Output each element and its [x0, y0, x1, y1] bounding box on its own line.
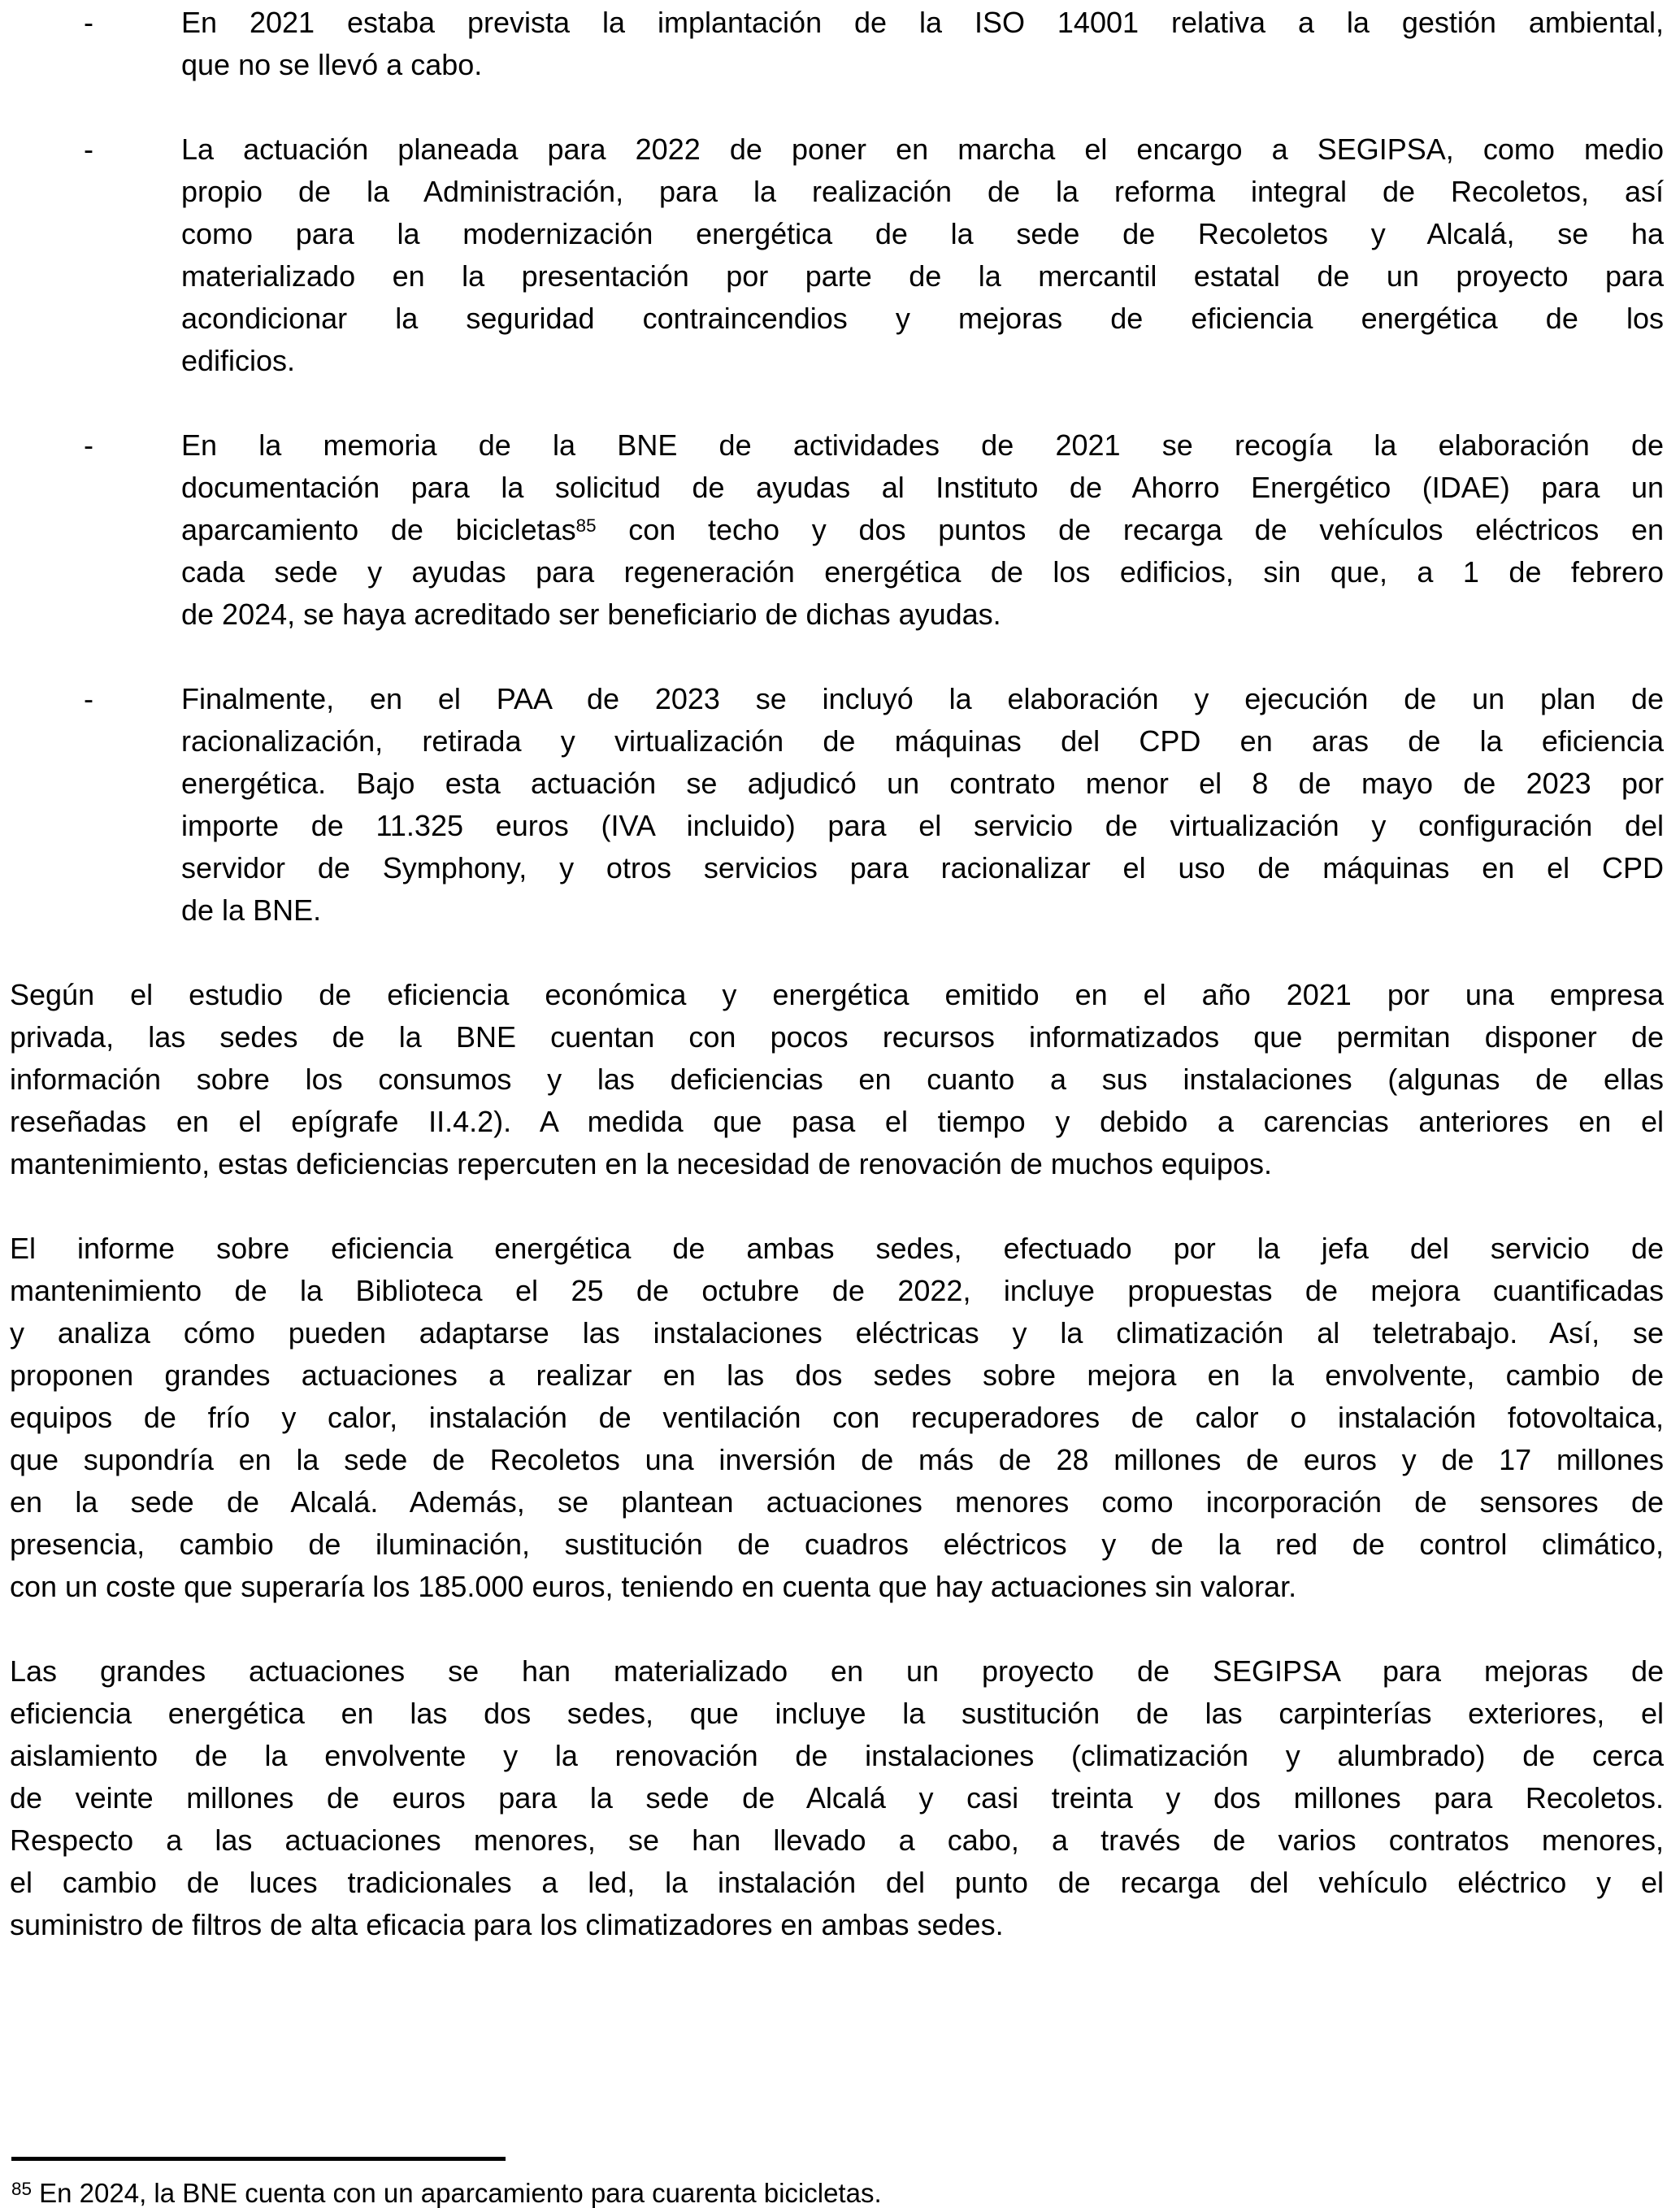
- text-line: que supondría en la sede de Recoletos una inversión de más de 28 millones de euros y de 17 millones: [10, 1443, 1664, 1476]
- text-line: documentación para la solicitud de ayudas al Instituto de Ahorro Energético (IDAE) para un: [181, 471, 1664, 504]
- text-line: con un coste que superaría los 185.000 euros, teniendo en cuenta que hay actuaciones sin valorar.: [10, 1570, 1297, 1603]
- text-line: En la memoria de la BNE de actividades de 2021 se recogía la elaboración de: [181, 428, 1664, 462]
- text-line: Las grandes actuaciones se han materializado en un proyecto de SEGIPSA para mejoras de: [10, 1654, 1664, 1688]
- footnote-text: En 2024, la BNE cuenta con un aparcamiento para cuarenta bicicletas.: [39, 2178, 882, 2208]
- text-line: mantenimiento, estas deficiencias repercuten en la necesidad de renovación de muchos equipos.: [10, 1147, 1272, 1180]
- bullet-item: [10, 424, 1664, 636]
- text-line: proponen grandes actuaciones a realizar en las dos sedes sobre mejora en la envolvente, cambio de: [10, 1358, 1664, 1392]
- text-line: privada, las sedes de la BNE cuentan con pocos recursos informatizados que permitan disponer de: [10, 1020, 1664, 1054]
- text-line: propio de la Administración, para la realización de la reforma integral de Recoletos, así: [181, 175, 1664, 208]
- bullet-item: [10, 2, 1664, 86]
- text-line: de veinte millones de euros para la sede de Alcalá y casi treinta y dos millones para Recoletos.: [10, 1781, 1664, 1815]
- text-line: Finalmente, en el PAA de 2023 se incluyó la elaboración y ejecución de un plan de: [181, 682, 1664, 715]
- text-line: y analiza cómo pueden adaptarse las instalaciones eléctricas y la climatización al teletrabajo. Así, se: [10, 1316, 1664, 1350]
- bullet-item: [10, 128, 1664, 382]
- text-line: suministro de filtros de alta eficacia para los climatizadores en ambas sedes.: [10, 1908, 1004, 1941]
- bullet-dash-marker: -: [84, 682, 93, 715]
- text-line: La actuación planeada para 2022 de poner en marcha el encargo a SEGIPSA, como medio: [181, 133, 1664, 166]
- paragraph: [10, 974, 1664, 1185]
- footnote: [11, 2177, 1664, 2208]
- text-line: Según el estudio de eficiencia económica y energética emitido en el año 2021 por una empresa: [10, 978, 1664, 1011]
- paragraph: [10, 1650, 1664, 1946]
- bullet-dash-marker: -: [84, 133, 93, 166]
- text-line: eficiencia energética en las dos sedes, que incluye la sustitución de las carpinterías exteriores, el: [10, 1697, 1664, 1730]
- text-line: de la BNE.: [181, 893, 322, 927]
- bullet-text: [181, 128, 1664, 382]
- text-line: Respecto a las actuaciones menores, se han llevado a cabo, a través de varios contratos menores,: [10, 1823, 1664, 1857]
- bullet-dash-marker: -: [84, 428, 93, 462]
- bullet-text: [181, 678, 1664, 932]
- text-line: equipos de frío y calor, instalación de ventilación con recuperadores de calor o instalación fotovoltaica,: [10, 1401, 1664, 1434]
- text-line: acondicionar la seguridad contraincendios y mejoras de eficiencia energética de los: [181, 302, 1664, 335]
- text-line: mantenimiento de la Biblioteca el 25 de octubre de 2022, incluye propuestas de mejora cuantificadas: [10, 1274, 1664, 1307]
- bullet-dash-marker: -: [84, 6, 93, 39]
- document-body: [10, 2, 1664, 1946]
- superscript-footnote-ref: 85: [575, 515, 597, 536]
- text-line: energética. Bajo esta actuación se adjudicó un contrato menor el 8 de mayo de 2023 por: [181, 767, 1664, 800]
- bullet-text: [181, 2, 1664, 86]
- bullet-text: [181, 424, 1664, 636]
- text-line: información sobre los consumos y las deficiencias en cuanto a sus instalaciones (algunas de ellas: [10, 1063, 1664, 1096]
- text-line: cada sede y ayudas para regeneración energética de los edificios, sin que, a 1 de febrero: [181, 555, 1664, 589]
- text-line: edificios.: [181, 344, 296, 377]
- text-line: el cambio de luces tradicionales a led, la instalación del punto de recarga del vehículo eléctrico y el: [10, 1866, 1664, 1899]
- text-line: racionalización, retirada y virtualización de máquinas del CPD en aras de la eficiencia: [181, 724, 1664, 758]
- text-line: presencia, cambio de iluminación, sustitución de cuadros eléctricos y de la red de control climático,: [10, 1528, 1664, 1561]
- paragraph: [10, 1228, 1664, 1608]
- text-line: aislamiento de la envolvente y la renovación de instalaciones (climatización y alumbrado) de cerca: [10, 1739, 1664, 1772]
- text-line: aparcamiento de bicicletas$^{85}$ con techo y dos puntos de recarga de vehículos eléctricos en: [181, 513, 1664, 546]
- text-line: materializado en la presentación por parte de la mercantil estatal de un proyecto para: [181, 259, 1664, 293]
- text-line: En 2021 estaba prevista la implantación de la ISO 14001 relativa a la gestión ambiental,: [181, 6, 1664, 39]
- text-line: en la sede de Alcalá. Además, se plantean actuaciones menores como incorporación de sensores de: [10, 1485, 1664, 1519]
- bullet-item: [10, 678, 1664, 932]
- text-line: de 2024, se haya acreditado ser beneficiario de dichas ayudas.: [181, 598, 1001, 631]
- footnote-separator-rule: [11, 2157, 506, 2161]
- text-line: como para la modernización energética de la sede de Recoletos y Alcalá, se ha: [181, 217, 1664, 250]
- text-line: importe de 11.325 euros (IVA incluido) para el servicio de virtualización y configuración del: [181, 809, 1664, 842]
- text-line: que no se llevó a cabo.: [181, 48, 483, 81]
- text-line: servidor de Symphony, y otros servicios para racionalizar el uso de máquinas en el CPD: [181, 851, 1664, 885]
- footnote-number: 85: [11, 2178, 32, 2199]
- text-line: reseñadas en el epígrafe II.4.2). A medida que pasa el tiempo y debido a carencias anteriores en el: [10, 1105, 1664, 1138]
- text-line: El informe sobre eficiencia energética de ambas sedes, efectuado por la jefa del servicio de: [10, 1232, 1664, 1265]
